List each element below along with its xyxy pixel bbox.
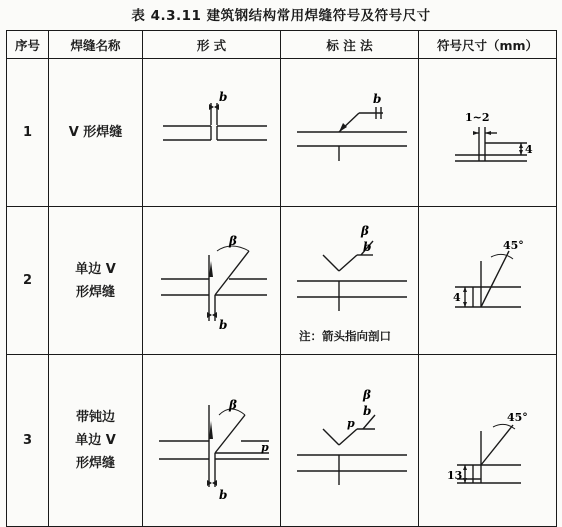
label-b: b bbox=[218, 317, 227, 332]
header-row bbox=[7, 31, 557, 59]
label-gap: 1~2 bbox=[464, 110, 490, 124]
v-weld-notation-drawing bbox=[283, 63, 417, 203]
label-beta: β bbox=[228, 233, 237, 248]
header-symbol-size: 符号尺寸（mm） bbox=[419, 31, 557, 59]
row-index: 1 bbox=[7, 59, 49, 207]
label-b: b bbox=[218, 487, 227, 502]
label-b: b bbox=[362, 239, 371, 254]
blunt-edge-v-weld-symbol-size-drawing bbox=[421, 359, 555, 523]
row-index: 2 bbox=[7, 207, 49, 355]
notation-note: 注：箭头指向剖口 bbox=[299, 329, 391, 343]
table-row bbox=[7, 355, 557, 527]
weld-name-line: 带钝边 bbox=[75, 410, 115, 425]
form-cell bbox=[143, 207, 281, 355]
symbol-size-cell bbox=[419, 355, 557, 527]
label-height: 4 bbox=[524, 142, 533, 156]
header-form: 形 式 bbox=[143, 31, 281, 59]
symbol-size-cell bbox=[419, 207, 557, 355]
label-p: p bbox=[346, 416, 355, 430]
weld-name-line: 单边 V bbox=[75, 433, 116, 448]
header-notation: 标 注 法 bbox=[281, 31, 419, 59]
notation-cell bbox=[281, 59, 419, 207]
weld-symbol-table bbox=[6, 30, 557, 527]
label-b: b bbox=[372, 91, 381, 106]
blunt-edge-v-weld-form-drawing bbox=[145, 359, 279, 523]
blunt-edge-v-weld-notation-drawing bbox=[283, 359, 417, 523]
label-p: p bbox=[260, 440, 269, 454]
weld-name-line: 形焊缝 bbox=[75, 456, 115, 471]
table-row bbox=[7, 207, 557, 355]
notation-cell bbox=[281, 207, 419, 355]
label-beta: β bbox=[360, 223, 369, 238]
label-angle: 45° bbox=[506, 410, 528, 424]
single-v-weld-form-drawing bbox=[145, 211, 279, 351]
label-b: b bbox=[218, 89, 227, 104]
weld-name bbox=[49, 207, 143, 355]
table-row bbox=[7, 59, 557, 207]
label-beta: β bbox=[228, 397, 237, 412]
label-angle: 45° bbox=[502, 238, 524, 252]
row-index: 3 bbox=[7, 355, 49, 527]
weld-name bbox=[49, 355, 143, 527]
weld-name-line: 形焊缝 bbox=[75, 284, 115, 300]
label-b: b bbox=[362, 403, 371, 418]
weld-name-line: 单边 V bbox=[75, 261, 116, 277]
label-height: 4 bbox=[452, 290, 461, 304]
notation-cell bbox=[281, 355, 419, 527]
v-weld-symbol-size-drawing bbox=[421, 63, 555, 203]
label-height: 13 bbox=[446, 468, 462, 482]
single-v-weld-symbol-size-drawing bbox=[421, 211, 555, 351]
table-title: 表 4.3.11 建筑钢结构常用焊缝符号及符号尺寸 bbox=[131, 8, 431, 24]
weld-name bbox=[49, 59, 143, 207]
form-cell bbox=[143, 59, 281, 207]
form-cell bbox=[143, 355, 281, 527]
header-name: 焊缝名称 bbox=[49, 31, 143, 59]
label-beta: β bbox=[362, 387, 371, 402]
header-index: 序号 bbox=[7, 31, 49, 59]
weld-name-line: V 形焊缝 bbox=[68, 125, 123, 140]
v-weld-form-drawing bbox=[145, 63, 279, 203]
symbol-size-cell bbox=[419, 59, 557, 207]
